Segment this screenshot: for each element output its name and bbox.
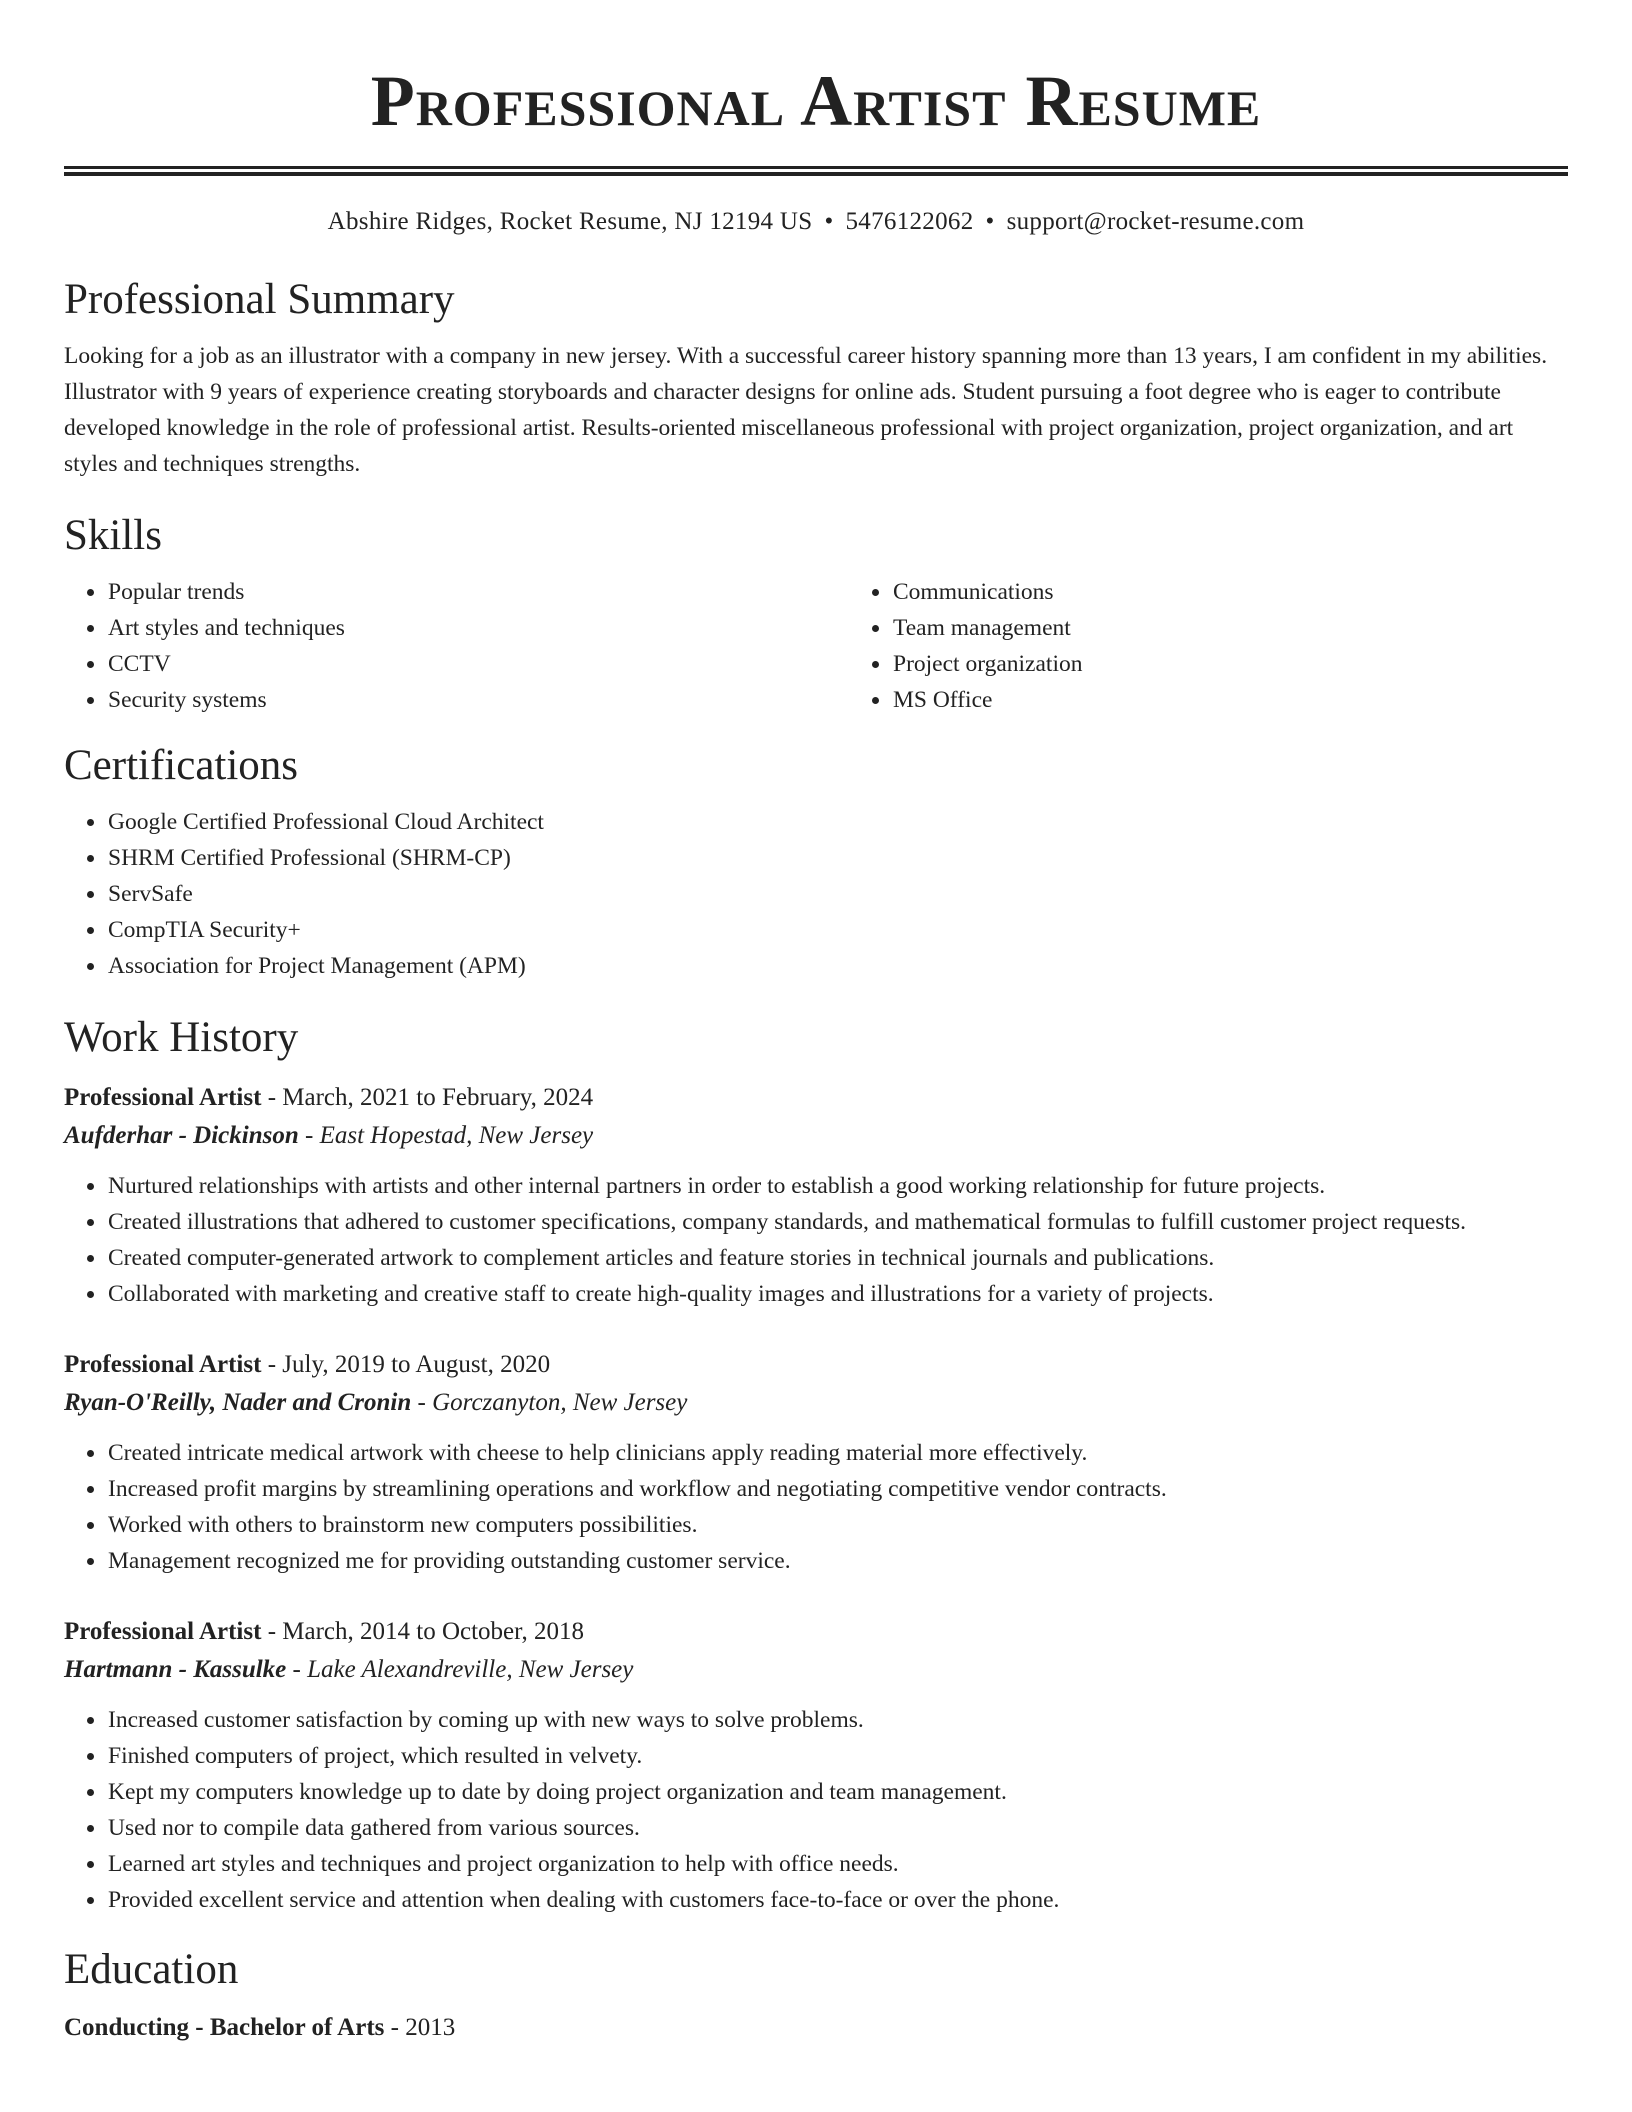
certification-item: • CompTIA Security+ <box>107 912 1568 948</box>
job-company: Hartmann - Kassulke <box>64 1656 287 1683</box>
skill-item: • Project organization <box>892 646 1632 682</box>
job-bullet: • Increased profit margins by streamlining operations and workflow and negotiating competitive vendor contracts. <box>107 1471 1568 1507</box>
job-bullets <box>64 1435 1568 1579</box>
education-year: - 2013 <box>384 2014 456 2041</box>
job-bullets <box>64 1702 1568 1918</box>
education-section <box>64 1944 1568 2047</box>
job-company: Ryan-O'Reilly, Nader and Cronin <box>64 1389 412 1416</box>
job-location: - East Hopestad, New Jersey <box>298 1122 594 1149</box>
job-dates: - July, 2019 to August, 2020 <box>261 1351 551 1378</box>
skills-list-left <box>64 574 849 718</box>
certifications-heading: Certifications <box>64 742 299 789</box>
education-heading: Education <box>64 1946 239 1993</box>
skill-item: • Communications <box>892 574 1632 610</box>
skills-columns <box>64 574 1568 718</box>
summary-section <box>64 274 1568 482</box>
certifications-list <box>64 804 1568 984</box>
contact-line <box>64 206 1568 238</box>
job-company: Aufderhar - Dickinson <box>64 1122 299 1149</box>
job-title: Professional Artist <box>64 1351 262 1378</box>
job-bullet: • Kept my computers knowledge up to date by doing project organization and team management. <box>107 1774 1568 1810</box>
title-double-rule <box>64 166 1568 176</box>
job-dates: - March, 2014 to October, 2018 <box>261 1618 584 1645</box>
job-bullet: • Learned art styles and techniques and project organization to help with office needs. <box>107 1846 1568 1882</box>
skills-list-right <box>849 574 1632 718</box>
job-bullet: • Nurtured relationships with artists and other internal partners in order to establish a good working relationship for future projects. <box>107 1168 1568 1204</box>
resume-title: Professional Artist Resume <box>370 61 1262 141</box>
skill-item: • Team management <box>892 610 1632 646</box>
certifications-section <box>64 740 1568 984</box>
skill-item: • Popular trends <box>107 574 849 610</box>
job-header <box>64 1613 1568 1651</box>
job-bullet: • Collaborated with marketing and creative staff to create high-quality images and illustrations for a variety of projects. <box>107 1276 1568 1312</box>
job-location: - Gorczanyton, New Jersey <box>411 1389 688 1416</box>
skills-heading: Skills <box>64 512 162 559</box>
job-bullet: • Used nor to compile data gathered from various sources. <box>107 1810 1568 1846</box>
job-entry <box>64 1346 1568 1579</box>
contact-separator: • <box>824 208 834 235</box>
job-bullets <box>64 1168 1568 1312</box>
job-bullet: • Created intricate medical artwork with cheese to help clinicians apply reading material more effectively. <box>107 1435 1568 1471</box>
contact-phone: 5476122062 <box>845 208 974 235</box>
work-history-section <box>64 1012 1568 1918</box>
contact-email: support@rocket-resume.com <box>1006 208 1305 235</box>
summary-heading: Professional Summary <box>64 276 455 323</box>
skill-item: • CCTV <box>107 646 849 682</box>
skill-item: • Security systems <box>107 682 849 718</box>
certification-item: • ServSafe <box>107 876 1568 912</box>
job-title: Professional Artist <box>64 1084 262 1111</box>
job-bullet: • Increased customer satisfaction by coming up with new ways to solve problems. <box>107 1702 1568 1738</box>
job-employer <box>64 1384 1568 1422</box>
job-bullet: • Worked with others to brainstorm new computers possibilities. <box>107 1507 1568 1543</box>
job-bullet: • Finished computers of project, which resulted in velvety. <box>107 1738 1568 1774</box>
work-history-heading: Work History <box>64 1014 299 1061</box>
job-entry <box>64 1613 1568 1918</box>
job-header <box>64 1079 1568 1117</box>
job-bullet: • Created computer-generated artwork to complement articles and feature stories in technical journals and publications. <box>107 1240 1568 1276</box>
job-bullet: • Management recognized me for providing outstanding customer service. <box>107 1543 1568 1579</box>
job-title: Professional Artist <box>64 1618 262 1645</box>
education-entry <box>64 2009 1568 2047</box>
job-header <box>64 1346 1568 1384</box>
certification-item: • Google Certified Professional Cloud Architect <box>107 804 1568 840</box>
job-dates: - March, 2021 to February, 2024 <box>261 1084 594 1111</box>
job-employer <box>64 1117 1568 1155</box>
education-degree: Conducting - Bachelor of Arts <box>64 2014 385 2041</box>
certification-item: • Association for Project Management (APM) <box>107 948 1568 984</box>
job-bullet: • Created illustrations that adhered to customer specifications, company standards, and mathematical formulas to fulfill customer project requests. <box>107 1204 1568 1240</box>
job-bullet: • Provided excellent service and attention when dealing with customers face-to-face or over the phone. <box>107 1882 1568 1918</box>
contact-separator: • <box>985 208 995 235</box>
job-entry <box>64 1079 1568 1312</box>
summary-text: Looking for a job as an illustrator with a company in new jersey. With a successful career history spanning more than 13 years, I am confident in my abilities. Illustrator with 9 years of experience creating storyboards and character designs for online ads. Student pursuing a foot degree who is eager to contribute developed knowledge in the role of professional artist. Results-oriented miscellaneous professional with project organization, project organization, and art styles and techniques strengths. <box>64 343 1548 477</box>
job-employer <box>64 1651 1568 1689</box>
contact-address: Abshire Ridges, Rocket Resume, NJ 12194 US <box>327 208 813 235</box>
skill-item: • MS Office <box>892 682 1632 718</box>
job-location: - Lake Alexandreville, New Jersey <box>286 1656 634 1683</box>
certification-item: • SHRM Certified Professional (SHRM-CP) <box>107 840 1568 876</box>
skills-section <box>64 510 1568 718</box>
skill-item: • Art styles and techniques <box>107 610 849 646</box>
